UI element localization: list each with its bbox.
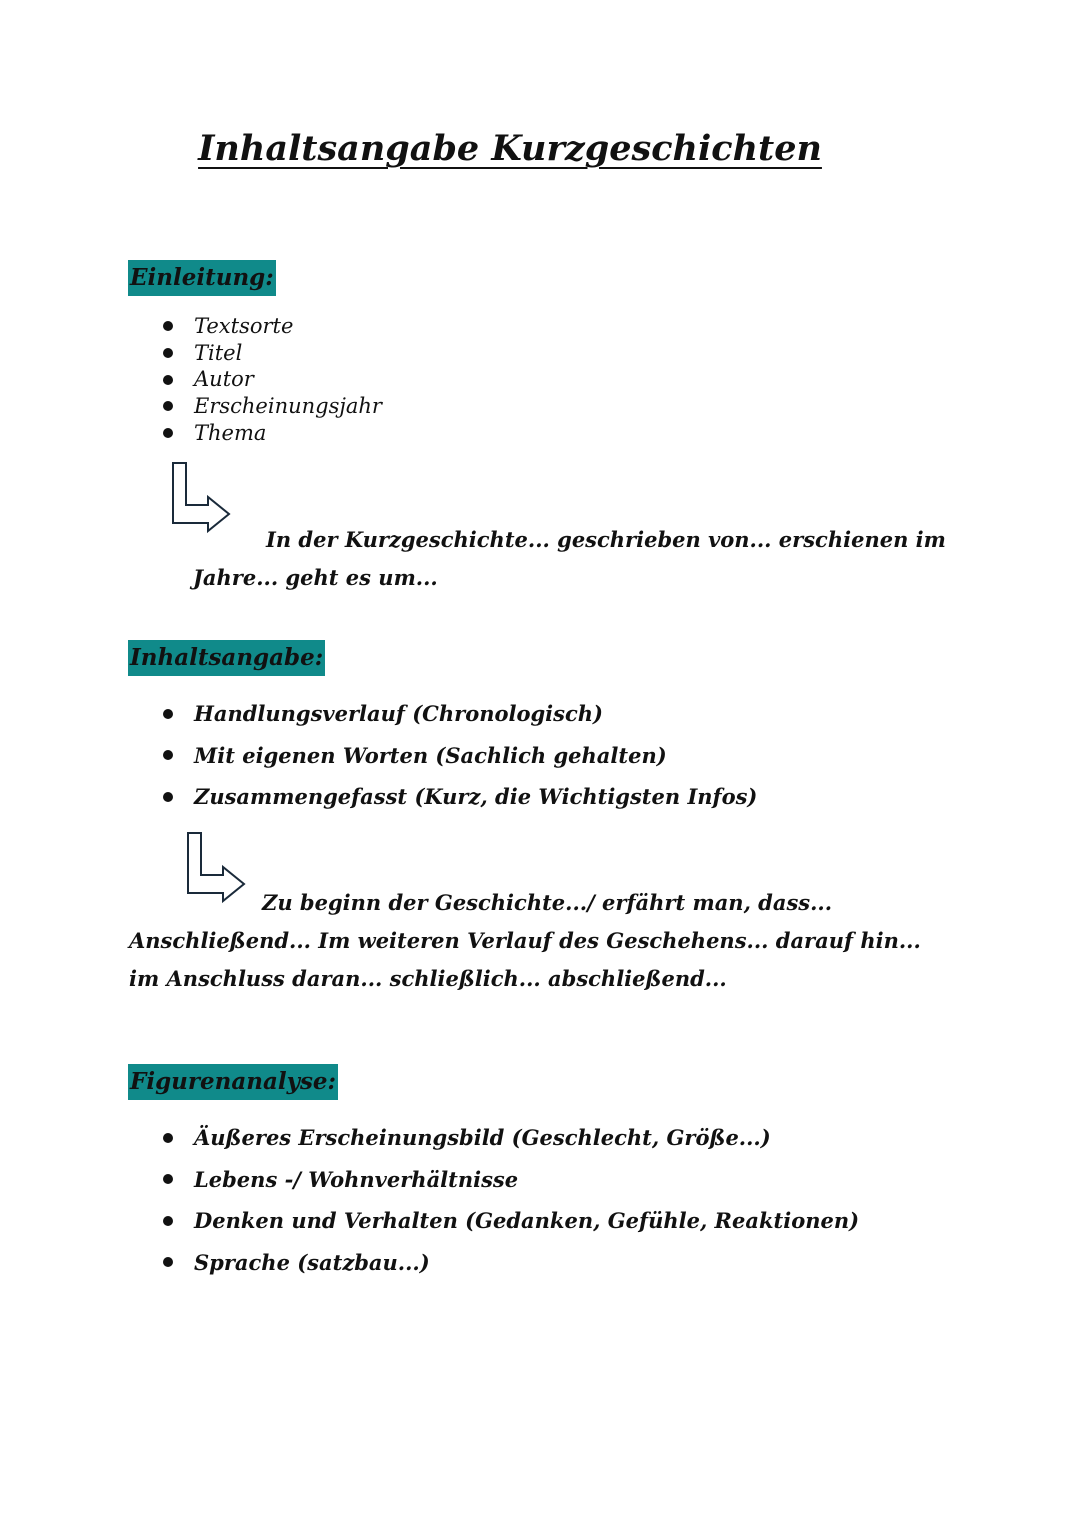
figurenanalyse-list: [160, 1117, 859, 1283]
list-item: Sprache (satzbau...): [160, 1242, 859, 1284]
heading-inhaltsangabe: Inhaltsangabe:: [128, 640, 325, 676]
heading-figurenanalyse: Figurenanalyse:: [128, 1064, 338, 1100]
list-item: Denken und Verhalten (Gedanken, Gefühle, Reaktionen): [160, 1200, 859, 1242]
inhaltsangabe-template-line1: Zu beginn der Geschichte.../ erfährt man, dass...: [262, 890, 833, 915]
einleitung-template-line1: In der Kurzgeschichte... geschrieben von... erschienen im: [266, 527, 946, 552]
list-item: Autor: [160, 366, 382, 393]
list-item: Erscheinungsjahr: [160, 393, 382, 420]
inhaltsangabe-template-line3: im Anschluss daran... schließlich... abschließend...: [129, 966, 727, 991]
inhaltsangabe-list: [160, 693, 757, 818]
list-item: Thema: [160, 420, 382, 447]
page-title: Inhaltsangabe Kurzgeschichten: [198, 128, 822, 169]
list-item: Titel: [160, 340, 382, 367]
list-item: Zusammengefasst (Kurz, die Wichtigsten Infos): [160, 776, 757, 818]
heading-einleitung: Einleitung:: [128, 260, 276, 296]
einleitung-list: [160, 313, 382, 446]
corner-arrow-icon: [170, 460, 234, 534]
list-item: Handlungsverlauf (Chronologisch): [160, 693, 757, 735]
corner-arrow-icon: [185, 830, 249, 904]
list-item: Mit eigenen Worten (Sachlich gehalten): [160, 735, 757, 777]
inhaltsangabe-template-line2: Anschließend... Im weiteren Verlauf des Geschehens... darauf hin...: [129, 928, 921, 953]
list-item: Äußeres Erscheinungsbild (Geschlecht, Größe...): [160, 1117, 859, 1159]
list-item: Lebens -/ Wohnverhältnisse: [160, 1159, 859, 1201]
einleitung-template-line2: Jahre... geht es um...: [193, 565, 438, 590]
list-item: Textsorte: [160, 313, 382, 340]
